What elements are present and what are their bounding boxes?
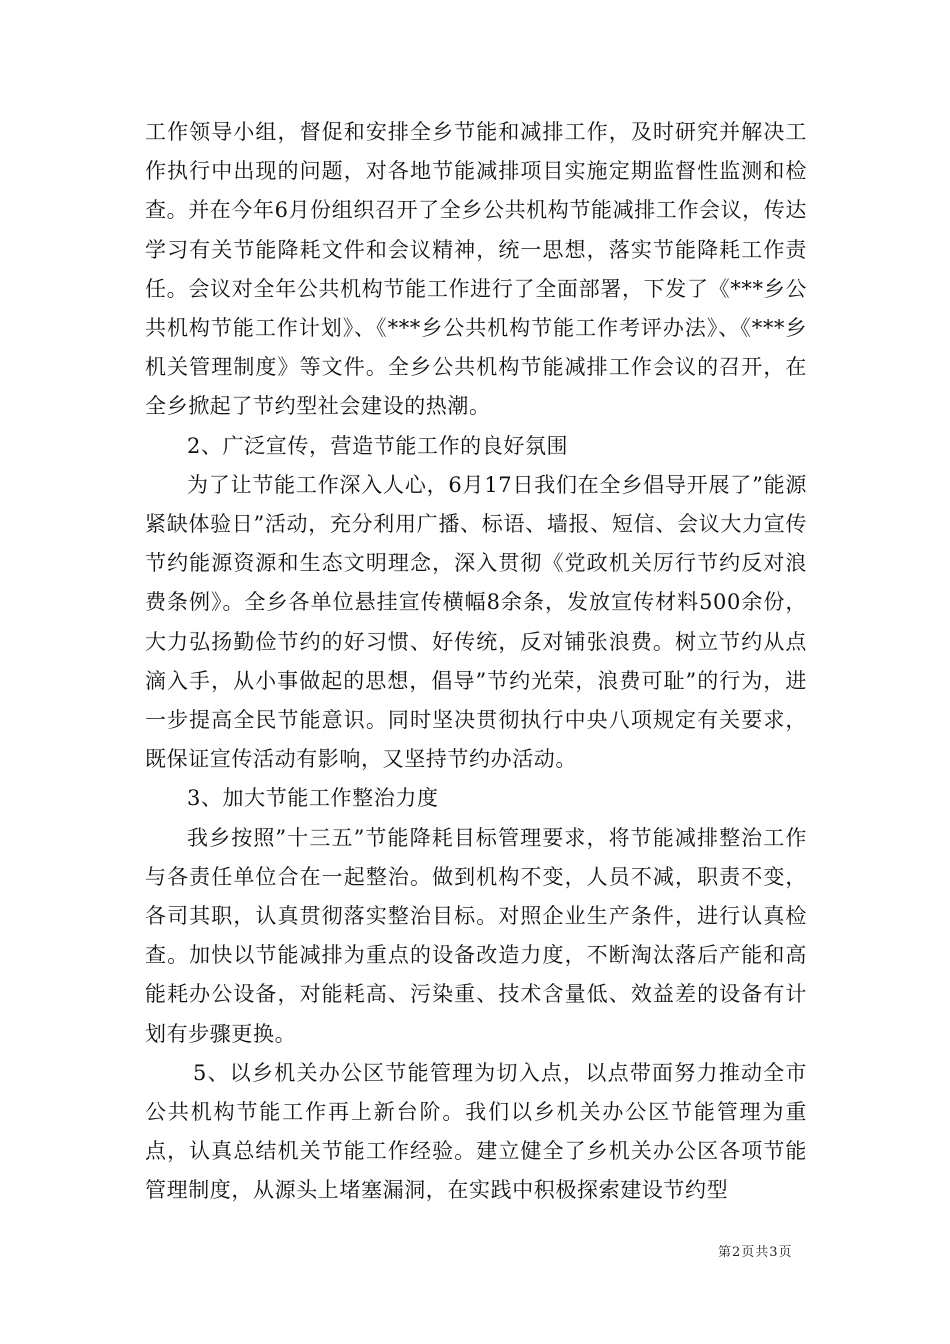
heading-rectification: 3、加大节能工作整治力度 <box>187 786 439 811</box>
page-number: 第2页共3页 <box>718 1245 793 1260</box>
document-body <box>145 113 807 1211</box>
paragraph-publicity: 为了让节能工作深入人心，6月17日我们在全乡倡导开展了”能源紧缺体验日”活动，充分利用广播、标语、墙报、短信、会议大力宣传节约能源资源和生态文明理念，深入贯彻《党政机关厉行节约反对浪费条例》。全乡各单位悬挂宣传横幅8余条，发放宣传材料500余份，大力弘扬勤俭节约的好习惯、好传统，反对铺张浪费。树立节约从点滴入手，从小事做起的思想，倡导”节约光荣，浪费可耻”的行为，进一步提高全民节能意识。同时坚决贯彻执行中央八项规定有关要求，既保证宣传活动有影响，又坚持节约办活动。 <box>145 472 807 772</box>
heading-publicity: 2、广泛宣传，营造节能工作的良好氛围 <box>187 433 569 458</box>
paragraph-office-energy: 5、以乡机关办公区节能管理为切入点，以点带面努力推动全市公共机构节能工作再上新台阶。我们以乡机关办公区节能管理为重点，认真总结机关节能工作经验。建立健全了乡机关办公区各项节能管理制度，从源头上堵塞漏洞，在实践中积极探索建设节约型 <box>145 1060 807 1203</box>
paragraph-leadership-group: 工作领导小组，督促和安排全乡节能和减排工作，及时研究并解决工作执行中出现的问题，对各地节能减排项目实施定期监督性监测和检查。并在今年6月份组织召开了全乡公共机构节能减排工作会议，传达学习有关节能降耗文件和会议精神，统一思想，落实节能降耗工作责任。会议对全年公共机构节能工作进行了全面部署，下发了《***乡公共机构节能工作计划》、《***乡公共机构节能工作考评办法》、《***乡机关管理制度》等文件。全乡公共机构节能减排工作会议的召开，在全乡掀起了节约型社会建设的热潮。 <box>145 120 807 419</box>
paragraph-rectification: 我乡按照”十三五”节能降耗目标管理要求，将节能减排整治工作与各责任单位合在一起整治。做到机构不变，人员不减，职责不变，各司其职，认真贯彻落实整治目标。对照企业生产条件，进行认真检查。加快以节能减排为重点的设备改造力度，不断淘汰落后产能和高能耗办公设备，对能耗高、污染重、技术含量低、效益差的设备有计划有步骤更换。 <box>145 825 807 1046</box>
